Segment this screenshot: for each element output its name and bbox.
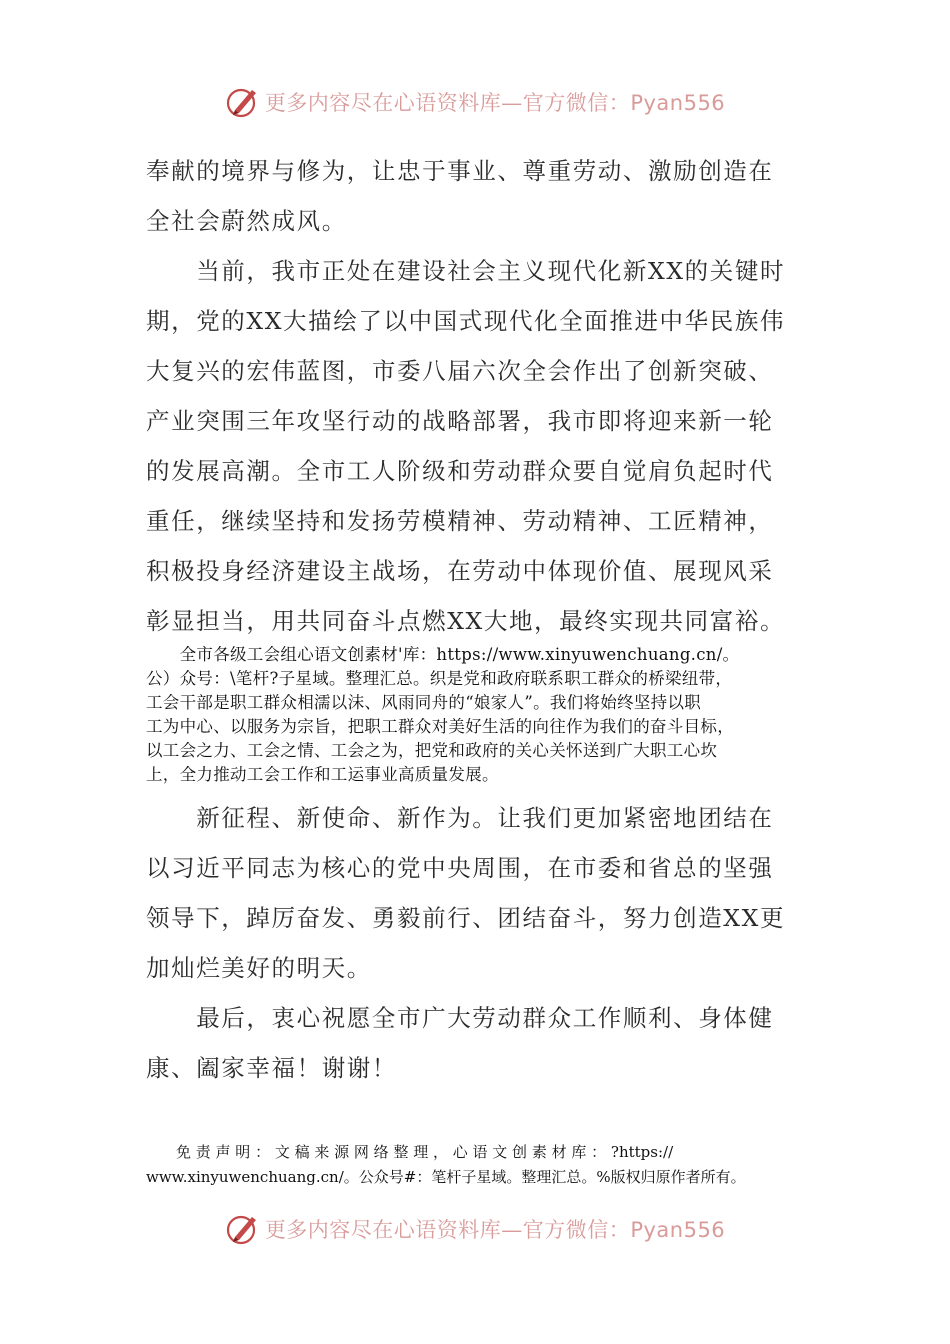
- text-line: 以工会之力、工会之情、工会之为，把党和政府的关心关怀送到广大职工心坎: [146, 741, 718, 760]
- text-line: 加灿烂美好的明天。: [146, 954, 372, 982]
- text-line: 康、阖家幸福！谢谢！: [146, 1054, 397, 1082]
- paragraph-5: [146, 993, 806, 1093]
- text-line: 积极投身经济建设主战场，在劳动中体现价值、展现风采: [146, 557, 774, 585]
- banner-text: 更多内容尽在心语资料库—官方微信：: [264, 1218, 631, 1242]
- text-line: 全社会蔚然成风。: [146, 207, 347, 235]
- paragraph-2: [146, 246, 806, 646]
- text-line: 新征程、新使命、新作为。让我们更加紧密地团结在: [146, 804, 774, 832]
- text-line: 重任，继续坚持和发扬劳模精神、劳动精神、工匠精神，: [146, 507, 774, 535]
- text-line: 全市各级工会组心语文创素材'库：https://www.xinyuwenchuang.cn/。: [146, 645, 740, 664]
- text-line: 最后，衷心祝愿全市广大劳动群众工作顺利、身体健: [146, 1004, 774, 1032]
- text-line: 以习近平同志为核心的党中央周围，在市委和省总的坚强: [146, 854, 774, 882]
- banner-wechat-id: Pyan556: [630, 1218, 726, 1242]
- footer-banner: [0, 1209, 950, 1249]
- banner-text: 更多内容尽在心语资料库—官方微信：: [264, 91, 631, 115]
- text-line: 彰显担当，用共同奋斗点燃XX大地，最终实现共同富裕。: [146, 607, 786, 635]
- text-line: 上，全力推动工会工作和工运事业高质量发展。: [146, 765, 499, 784]
- paragraph-4: [146, 793, 806, 993]
- pen-logo-icon: [225, 1211, 261, 1247]
- text-line: 公）众号：\笔杆?子星域。整理汇总。织是党和政府联系职工群众的桥梁纽带，: [146, 669, 733, 688]
- text-line: 领导下，踔厉奋发、勇毅前行、团结奋斗，努力创造XX更: [146, 904, 786, 932]
- banner-title: [265, 87, 725, 117]
- header-banner: [0, 82, 950, 122]
- text-line: www.xinyuwenchuang.cn/。公众号#：笔杆子星域。整理汇总。%版权归原作者所有。: [146, 1168, 746, 1186]
- text-line: 工会干部是职工群众相濡以沫、风雨同舟的“娘家人”。我们将始终坚持以职: [146, 693, 702, 712]
- text-line: 奉献的境界与修为，让忠于事业、尊重劳动、激励创造在: [146, 157, 774, 185]
- text-line: 工为中心、以服务为宗旨，把职工群众对美好生活的向往作为我们的奋斗目标，: [146, 717, 734, 736]
- text-line: 当前，我市正处在建设社会主义现代化新XX的关键时: [146, 257, 786, 285]
- text-line: 免 责 声 明 ： 文 稿 来 源 网 络 整 理 ， 心 语 文 创 素 材 库 ： ?https://: [146, 1143, 674, 1161]
- text-line: 期，党的XX大描绘了以中国式现代化全面推进中华民族伟: [146, 307, 786, 335]
- text-line: 的发展高潮。全市工人阶级和劳动群众要自觉肩负起时代: [146, 457, 774, 485]
- pen-logo-icon: [225, 84, 261, 120]
- paragraph-1: [146, 146, 806, 246]
- paragraph-3-small: [146, 643, 811, 787]
- disclaimer: [146, 1140, 811, 1190]
- text-line: 产业突围三年攻坚行动的战略部署，我市即将迎来新一轮: [146, 407, 774, 435]
- text-line: 大复兴的宏伟蓝图，市委八届六次全会作出了创新突破、: [146, 357, 774, 385]
- banner-title: [265, 1214, 725, 1244]
- banner-wechat-id: Pyan556: [630, 91, 726, 115]
